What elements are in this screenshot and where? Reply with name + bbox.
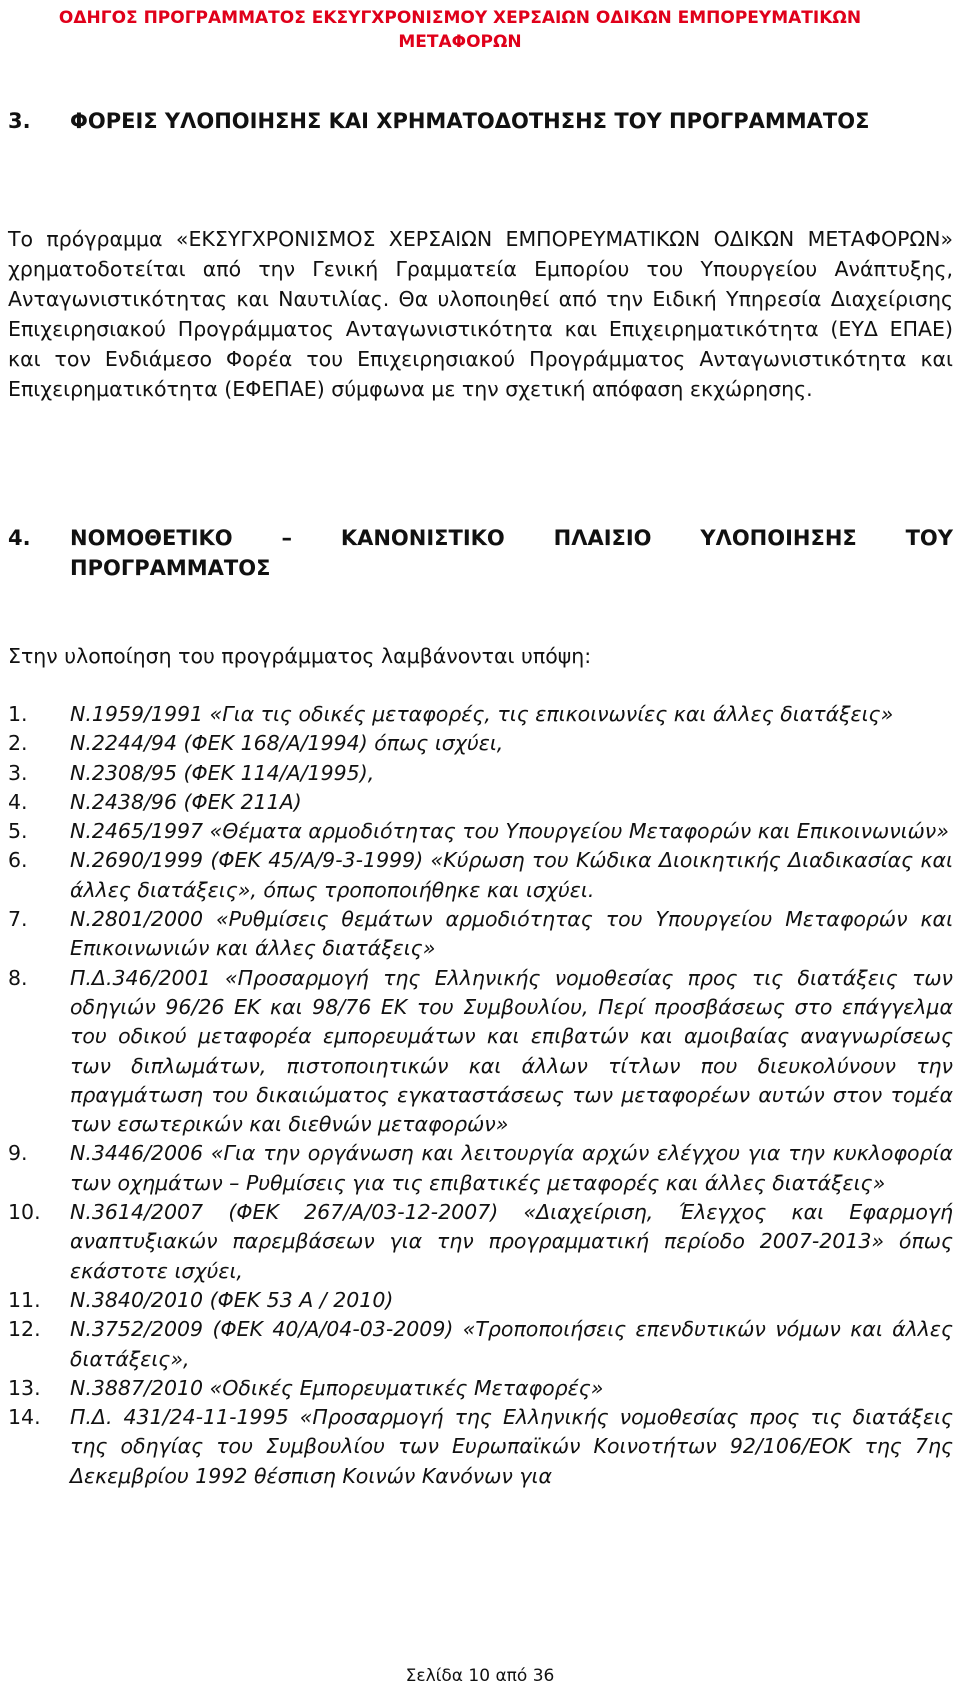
list-item-number: 14. <box>8 1405 41 1430</box>
list-item <box>8 759 953 788</box>
list-item-number: 12. <box>8 1317 41 1342</box>
list-item-text: Ν.2801/2000 «Ρυθμίσεις θεμάτων αρμοδιότητας του Υπουργείου Μεταφορών και Επικοινωνιών και άλλες διατάξεις» <box>70 907 953 961</box>
list-item <box>8 1374 953 1403</box>
list-item-number: 1. <box>8 702 28 726</box>
list-item-number: 8. <box>8 965 28 990</box>
list-item <box>8 700 953 729</box>
list-item-number: 5. <box>8 819 28 844</box>
section-3 <box>8 106 953 136</box>
list-item-text: Ν.2308/95 (ΦΕΚ 114/Α/1995), <box>70 760 375 785</box>
list-item-text: Ν.2244/94 (ΦΕΚ 168/Α/1994) όπως ισχύει, <box>70 731 504 756</box>
list-item-number: 6. <box>8 848 28 873</box>
list-item <box>8 729 953 758</box>
list-item-text: Ν.2690/1999 (ΦΕΚ 45/Α/9-3-1999) «Κύρωση του Κώδικα Διοικητικής Διαδικασίας και άλλες διατάξεις», όπως τροποποιήθηκε και ισχύει. <box>70 848 953 902</box>
legislation-list-block <box>8 700 953 1491</box>
list-item-text: Ν.3887/2010 «Οδικές Εμπορευματικές Μεταφορές» <box>70 1375 604 1400</box>
list-item-number: 11. <box>8 1287 41 1312</box>
list-item-text: Ν.3446/2006 «Για την οργάνωση και λειτουργία αρχών ελέγχου για την κυκλοφορία των οχημάτων – Ρυθμίσεις για τις επιβατικές μεταφορές και άλλες διατάξεις» <box>70 1141 953 1195</box>
list-item-text: Ν.3840/2010 (ΦΕΚ 53 Α / 2010) <box>70 1287 394 1312</box>
list-item-number: 9. <box>8 1141 28 1166</box>
list-item <box>8 905 953 964</box>
list-item <box>8 1286 953 1315</box>
section-3-title: ΦΟΡΕΙΣ ΥΛΟΠΟΙΗΣΗΣ ΚΑΙ ΧΡΗΜΑΤΟΔΟΤΗΣΗΣ ΤΟΥ ΠΡΟΓΡΑΜΜΑΤΟΣ <box>70 109 870 133</box>
section-4 <box>8 523 953 583</box>
section-4-intro: Στην υλοποίηση του προγράμματος λαμβάνονται υπόψη: <box>8 644 592 668</box>
list-item-text: Ν.2438/96 (ΦΕΚ 211Α) <box>70 789 302 814</box>
running-header <box>0 0 920 54</box>
list-item-text: Ν.2465/1997 «Θέματα αρμοδιότητας του Υπουργείου Μεταφορών και Επικοινωνιών» <box>70 819 949 844</box>
section-4-title: ΝΟΜΟΘΕΤΙΚΟ – ΚΑΝΟΝΙΣΤΙΚΟ ΠΛΑΙΣΙΟ ΥΛΟΠΟΙΗΣΗΣ ΤΟΥ ΠΡΟΓΡΑΜΜΑΤΟΣ <box>70 526 953 580</box>
list-item <box>8 788 953 817</box>
header-line-2: ΜΕΤΑΦΟΡΩΝ <box>398 32 522 52</box>
legislation-list <box>8 700 953 1491</box>
list-item-number: 7. <box>8 907 28 932</box>
section-4-intro-block <box>8 641 953 671</box>
list-item-number: 13. <box>8 1375 41 1400</box>
list-item <box>8 964 953 1140</box>
header-line-1: ΟΔΗΓΟΣ ΠΡΟΓΡΑΜΜΑΤΟΣ ΕΚΣΥΓΧΡΟΝΙΣΜΟΥ ΧΕΡΣΑΙΩΝ ΟΔΙΚΩΝ ΕΜΠΟΡΕΥΜΑΤΙΚΩΝ <box>58 8 862 28</box>
section-3-heading <box>8 106 953 136</box>
section-3-number: 3. <box>8 109 31 133</box>
list-item <box>8 1403 953 1491</box>
list-item <box>8 1315 953 1374</box>
list-item-number: 2. <box>8 731 28 756</box>
list-item <box>8 846 953 905</box>
list-item-number: 4. <box>8 789 28 814</box>
list-item-text: Ν.3614/2007 (ΦΕΚ 267/Α/03-12-2007) «Διαχείριση, Έλεγχος και Εφαρμογή αναπτυξιακών παρεμβάσεων για την προγραμματική περίοδο 2007-2013» όπως εκάστοτε ισχύει, <box>70 1200 953 1283</box>
list-item-text: Ν.3752/2009 (ΦΕΚ 40/Α/04-03-2009) «Τροποποιήσεις επενδυτικών νόμων και άλλες διατάξεις», <box>70 1317 953 1371</box>
page-footer: Σελίδα 10 από 36 <box>405 1666 555 1686</box>
section-4-number: 4. <box>8 526 31 550</box>
section-3-paragraph: Το πρόγραμμα «ΕΚΣΥΓΧΡΟΝΙΣΜΟΣ ΧΕΡΣΑΙΩΝ ΕΜΠΟΡΕΥΜΑΤΙΚΩΝ ΟΔΙΚΩΝ ΜΕΤΑΦΟΡΩΝ» χρηματοδοτείται από την Γενική Γραμματεία Εμπορίου του Υπουργείου Ανάπτυξης, Ανταγωνιστικότητας και Ναυτιλίας. Θα υλοποιηθεί από την Ειδική Υπηρεσία Διαχείρισης Επιχειρησιακού Προγράμματος Ανταγωνιστικότητα και Επιχειρηματικότητα (ΕΥΔ ΕΠΑΕ) και τον Ενδιάμεσο Φορέα του Επιχειρησιακού Προγράμματος Ανταγωνιστικότητα και Επιχειρηματικότητα (ΕΦΕΠΑΕ) σύμφωνα με την σχετική απόφαση εκχώρησης. <box>8 227 953 401</box>
section-3-body <box>8 224 953 404</box>
list-item <box>8 1139 953 1198</box>
list-item <box>8 817 953 846</box>
list-item-number: 3. <box>8 760 28 785</box>
list-item-text: Ν.1959/1991 «Για τις οδικές μεταφορές, τις επικοινωνίες και άλλες διατάξεις» <box>70 702 894 726</box>
list-item-text: Π.Δ. 431/24-11-1995 «Προσαρμογή της Ελληνικής νομοθεσίας προς τις διατάξεις της οδηγίας του Συμβουλίου των Ευρωπαϊκών Κοινοτήτων 92/106/ΕΟΚ της 7ης Δεκεμβρίου 1992 θέσπιση Κοινών Κανόνων για <box>70 1405 953 1488</box>
list-item-text: Π.Δ.346/2001 «Προσαρμογή της Ελληνικής νομοθεσίας προς τις διατάξεις των οδηγιών 96/26 ΕΚ και 98/76 ΕΚ του Συμβουλίου, Περί προσβάσεως στο επάγγελμα του οδικού μεταφορέα εμπορευμάτων και επιβατών και αμοιβαίας αναγνωρίσεως των διπλωμάτων, πιστοποιητικών και άλλων τίτλων που διευκολύνουν την πραγμάτωση του δικαιώματος εγκαταστάσεως των μεταφορέων αυτών στον τομέα των εσωτερικών και διεθνών μεταφορών» <box>70 965 953 1137</box>
list-item <box>8 1198 953 1286</box>
section-4-heading <box>8 523 953 583</box>
list-item-number: 10. <box>8 1200 41 1225</box>
